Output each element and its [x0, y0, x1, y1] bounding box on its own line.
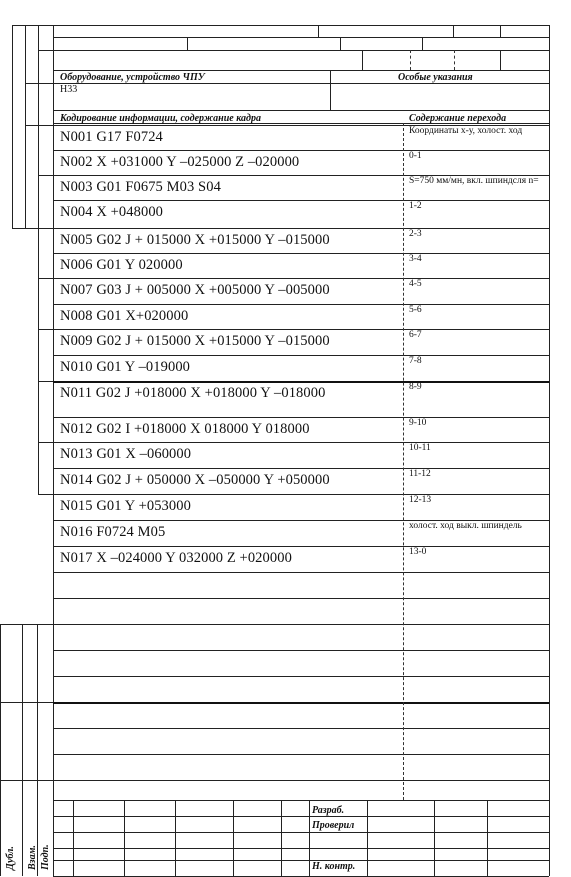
program-line-code: N012 G02 I +018000 X 018000 Y 018000 [60, 421, 310, 437]
grid-line [0, 780, 53, 781]
grid-line [0, 624, 1, 876]
transition-note: 12-13 [409, 495, 432, 505]
program-line-code: N013 G01 X –060000 [60, 446, 192, 462]
dashed-line [454, 50, 455, 70]
transition-note: 6-7 [409, 330, 422, 340]
transition-note: S=750 мм/мн, вкл. шпиндсля n= [409, 176, 539, 186]
grid-line [53, 780, 549, 781]
grid-line [12, 228, 53, 229]
grid-line [25, 125, 53, 126]
checked-label: Проверил [312, 820, 355, 831]
transition-note: 9-10 [409, 418, 427, 428]
dashed-line [410, 50, 411, 70]
grid-line [340, 37, 341, 50]
equipment-label: Оборудование, устройство ЧПУ [60, 72, 205, 83]
program-line-code: N004 X +048000 [60, 204, 164, 220]
side-label-podp: Подп. [40, 844, 51, 870]
grid-line [53, 598, 549, 599]
program-line-code: N016 F0724 M05 [60, 524, 166, 540]
grid-line [500, 25, 501, 37]
grid-line [453, 25, 454, 37]
grid-line [362, 50, 363, 70]
grid-line [53, 50, 549, 51]
grid-line [53, 702, 549, 704]
side-label-vzam: Взам. [27, 845, 38, 870]
grid-line [53, 800, 549, 801]
program-line-code: N017 X –024000 Y 032000 Z +020000 [60, 550, 292, 566]
grid-line [53, 83, 549, 84]
grid-line [53, 728, 549, 729]
grid-line [318, 25, 319, 37]
grid-line [38, 494, 53, 495]
grid-line [487, 800, 488, 876]
grid-line [500, 50, 501, 70]
coding-label: Кодирование информации, содержание кадра [60, 113, 261, 124]
program-line-code: N011 G02 J +018000 X +018000 Y –018000 [60, 385, 326, 401]
grid-line [53, 832, 549, 833]
grid-line [422, 37, 423, 50]
grid-line [38, 175, 53, 176]
grid-line [367, 800, 368, 876]
transition-note: 2-3 [409, 229, 422, 239]
grid-line [38, 25, 39, 228]
transition-note: 1-2 [409, 201, 422, 211]
grid-line [434, 800, 435, 876]
grid-line [330, 70, 331, 110]
grid-line [12, 25, 53, 26]
transition-note: 13-0 [409, 547, 427, 557]
grid-line [38, 228, 39, 494]
grid-line [25, 83, 53, 84]
grid-line [53, 860, 549, 861]
transition-note: 5-6 [409, 305, 422, 315]
grid-line [38, 50, 53, 51]
grid-line [53, 754, 549, 755]
grid-line [53, 848, 549, 849]
grid-line [37, 624, 38, 876]
side-label-dubl: Дубл. [5, 846, 16, 870]
program-line-code: N005 G02 J + 015000 X +015000 Y –015000 [60, 232, 330, 248]
grid-line [309, 800, 310, 876]
program-line-code: N003 G01 F0675 M03 S04 [60, 179, 221, 195]
grid-line [53, 572, 549, 573]
program-line-code: N014 G02 J + 050000 X –050000 Y +050000 [60, 472, 330, 488]
grid-line [38, 381, 53, 382]
developed-label: Разраб. [312, 805, 345, 816]
program-line-code: N009 G02 J + 015000 X +015000 Y –015000 [60, 333, 330, 349]
grid-line [53, 110, 549, 111]
grid-line [175, 800, 176, 876]
grid-line [22, 624, 23, 876]
grid-line [25, 25, 26, 228]
grid-line [38, 278, 53, 279]
grid-line [549, 25, 550, 876]
grid-line [53, 25, 54, 876]
transition-note: холост. ход выкл. шпиндель [409, 521, 522, 531]
equipment-value: Н33 [60, 84, 78, 95]
transition-note: 8-9 [409, 382, 422, 392]
grid-line [53, 650, 549, 651]
grid-line [53, 816, 549, 817]
norm-control-label: Н. контр. [312, 861, 356, 872]
transition-label: Содержание перехода [409, 113, 507, 124]
grid-line [38, 442, 53, 443]
program-line-code: N008 G01 X+020000 [60, 308, 189, 324]
special-instructions-label: Особые указания [398, 72, 473, 83]
grid-line [124, 800, 125, 876]
grid-line [38, 329, 53, 330]
transition-note: Координаты х-у, холост. ход [409, 126, 523, 136]
grid-line [281, 800, 282, 876]
program-line-code: N015 G01 Y +053000 [60, 498, 191, 514]
program-line-code: N010 G01 Y –019000 [60, 359, 191, 375]
transition-note: 11-12 [409, 469, 431, 479]
grid-line [73, 800, 74, 876]
transition-note: 3-4 [409, 254, 422, 264]
program-line-code: N002 X +031000 Y –025000 Z –020000 [60, 154, 300, 170]
program-line-code: N001 G17 F0724 [60, 129, 163, 145]
grid-line [53, 676, 549, 677]
dashed-line [403, 123, 404, 800]
grid-line [53, 624, 549, 625]
grid-line [53, 70, 549, 71]
transition-note: 7-8 [409, 356, 422, 366]
transition-note: 4-5 [409, 279, 422, 289]
program-line-code: N006 G01 Y 020000 [60, 257, 183, 273]
grid-line [187, 37, 188, 50]
grid-line [53, 37, 549, 38]
program-line-code: N007 G03 J + 005000 X +005000 Y –005000 [60, 282, 330, 298]
grid-line [53, 25, 549, 26]
transition-note: 0-1 [409, 151, 422, 161]
grid-line [233, 800, 234, 876]
grid-line [0, 624, 53, 625]
transition-note: 10-11 [409, 443, 431, 453]
grid-line [0, 702, 53, 703]
grid-line [12, 25, 13, 228]
